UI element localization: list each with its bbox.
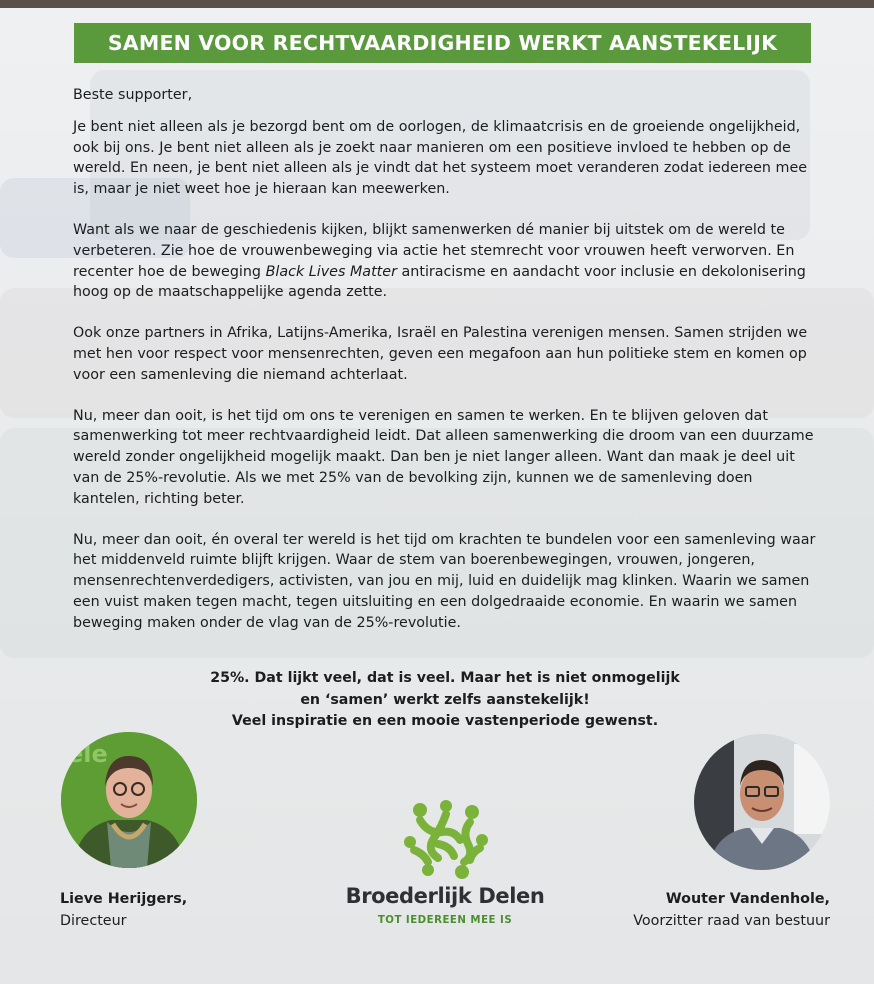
paragraph-5: Nu, meer dan ooit, én overal ter wereld is het tijd om krachten te bundelen voor een samenleving waar het middenveld ruimte blijft krijgen. Waar de stem van boerenbewegingen, vrouwen, jongeren, mensenrechtenverdedigers, activisten, van jou en mij, luid en duidelijk mag klinken. Waarin we samen een vuist maken tegen macht, tegen uitsluiting en een dolgedraaide economie. En waarin we samen beweging maken onder de vlag van de 25%-revolutie. [73, 531, 816, 631]
people-cluster-icon [398, 798, 494, 884]
signatory-left-name: Lieve Herijgers, [60, 891, 188, 907]
background-lettering: ele [67, 740, 108, 768]
closing-line-1: 25%. Dat lijkt veel, dat is veel. Maar het is niet onmogelijk [210, 670, 680, 686]
signatory-left-role: Directeur [60, 913, 127, 929]
paragraph-2-text-end: antiracisme en aandacht voor inclusie en dekolonisering hoog op de maatschappelijke agenda zette. [73, 263, 806, 301]
portrait-man [694, 734, 830, 870]
avatar-right [694, 734, 830, 870]
headline-banner: SAMEN VOOR RECHTVAARDIGHEID WERKT AANSTEKELIJK [74, 23, 811, 63]
paragraph-2 [73, 220, 818, 303]
logo-name: Broederlijk Delen [345, 884, 545, 908]
logo-tagline: TOT IEDEREEN MEE IS [377, 915, 513, 926]
greeting: Beste supporter, [73, 87, 193, 103]
paragraph-1: Je bent niet alleen als je bezorgd bent om de oorlogen, de klimaatcrisis en de groeiende ongelijkheid, ook bij ons. Je bent niet alleen als je zoekt naar manieren om een positieve invloed te hebben op de wereld. En neen, je bent niet alleen als je vindt dat het systeem moet veranderen zodat iedereen mee is, maar je niet weet hoe je hieraan kan meewerken. [73, 118, 808, 198]
avatar-left [61, 732, 197, 868]
portrait-woman [61, 732, 197, 868]
paragraph-2-emphasis: Black Lives Matter [265, 263, 397, 280]
paragraph-3: Ook onze partners in Afrika, Latijns-Amerika, Israël en Palestina verenigen mensen. Samen strijden we met hen voor respect voor mensenrechten, geven een megafoon aan hun politieke stem en komen op voor een samenleving die niemand achterlaat. [73, 325, 808, 383]
closing-line-3: Veel inspiratie en een mooie vastenperiode gewenst. [231, 713, 659, 729]
paragraph-4: Nu, meer dan ooit, is het tijd om ons te verenigen en samen te werken. En te blijven geloven dat samenwerking tot meer rechtvaardigheid leidt. Dat alleen samenwerking die droom van een duurzame wereld zonder ongelijkheid mogelijk maakt. Dan ben je niet langer alleen. Want dan maak je deel uit van de 25%-revolutie. Als we met 25% van de bevolking zijn, kunnen we de samenleving doen kantelen, richting beter. [73, 407, 814, 507]
closing-statement [170, 668, 720, 733]
signatory-right-role: Voorzitter raad van bestuur [633, 913, 830, 929]
closing-line-2: en ‘samen’ werkt zelfs aanstekelijk! [300, 691, 590, 708]
signatory-right-name: Wouter Vandenhole, [665, 891, 830, 907]
paragraph-2-text: Want als we naar de geschiedenis kijken, blijkt samenwerken dé manier bij uitstek om de wereld te verbeteren. Zie hoe de vrouwenbeweging via actie het stemrecht voor vrouwen heeft verworven. En recenter hoe de beweging [73, 221, 795, 280]
letter-body [73, 85, 818, 654]
